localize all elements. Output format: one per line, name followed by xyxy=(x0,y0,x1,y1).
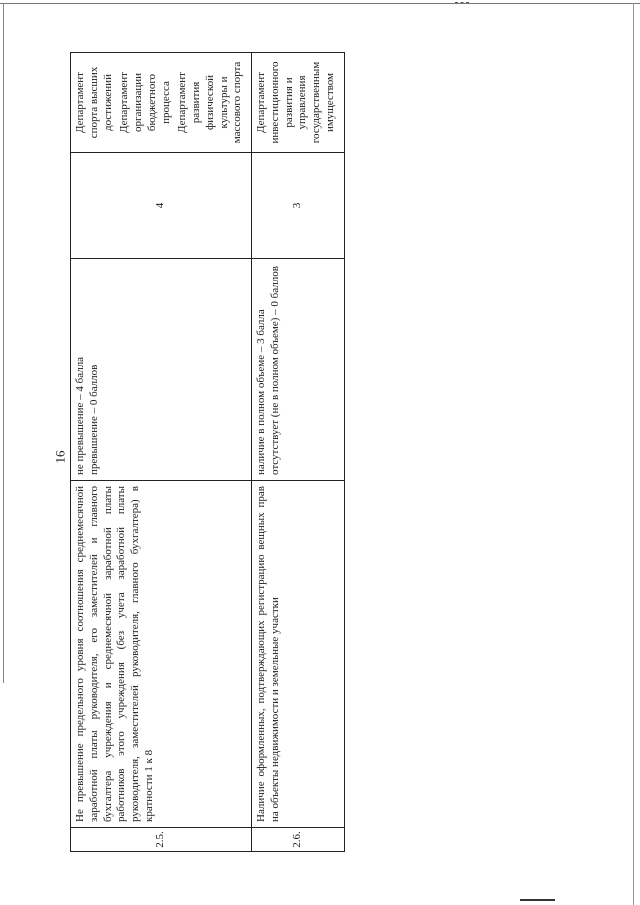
criteria-table-wrapper xyxy=(70,52,336,852)
page-number: 16 xyxy=(52,450,67,464)
row-number: 2.6. xyxy=(252,828,345,852)
scoring-cell xyxy=(71,259,252,481)
max-points: 3 xyxy=(252,153,345,259)
scan-edge-top xyxy=(0,3,640,4)
department-name: Департамент спорта высших достижений xyxy=(74,66,114,139)
scan-edge-right xyxy=(633,3,634,905)
scoring-cell xyxy=(252,259,345,481)
row-number: 2.5. xyxy=(71,828,252,852)
criterion-text: Наличие оформленных, подтверждающих регистрацию вещных прав на объекты недвижимости и земельные участки xyxy=(252,481,345,828)
department-name: Департамент развития физической культуры и массового спорта xyxy=(176,61,244,144)
responsible-departments xyxy=(252,53,345,153)
criteria-table xyxy=(70,52,345,852)
scan-artifact xyxy=(520,899,555,901)
department-name: Департамент инвестиционного развития и управления государственным имуществом xyxy=(255,61,336,144)
scan-edge-left xyxy=(3,3,4,683)
scan-artifact xyxy=(455,2,469,7)
scoring-line: отсутствует (не в полном объеме) – 0 баллов xyxy=(268,266,281,475)
scoring-line: наличие в полном объеме – 3 балла xyxy=(255,309,267,475)
department-name: Департамент организации бюджетного процесса xyxy=(118,72,172,134)
table-row xyxy=(252,53,345,852)
scoring-line: не превышение – 4 балла xyxy=(74,356,86,475)
responsible-departments xyxy=(71,53,252,153)
scoring-line: превышение – 0 баллов xyxy=(87,364,100,475)
table-row xyxy=(71,53,252,852)
criterion-text: Не превышение предельного уровня соотношения среднемесячной заработной платы руководителя, его заместителей и главного бухгалтера учреждения и среднемесячной заработной платы работников этого учреждения (без учета заработной платы руководителя, заместителей руководителя, главного бухгалтера) в кратности 1 к 8 xyxy=(71,481,252,828)
max-points: 4 xyxy=(71,153,252,259)
